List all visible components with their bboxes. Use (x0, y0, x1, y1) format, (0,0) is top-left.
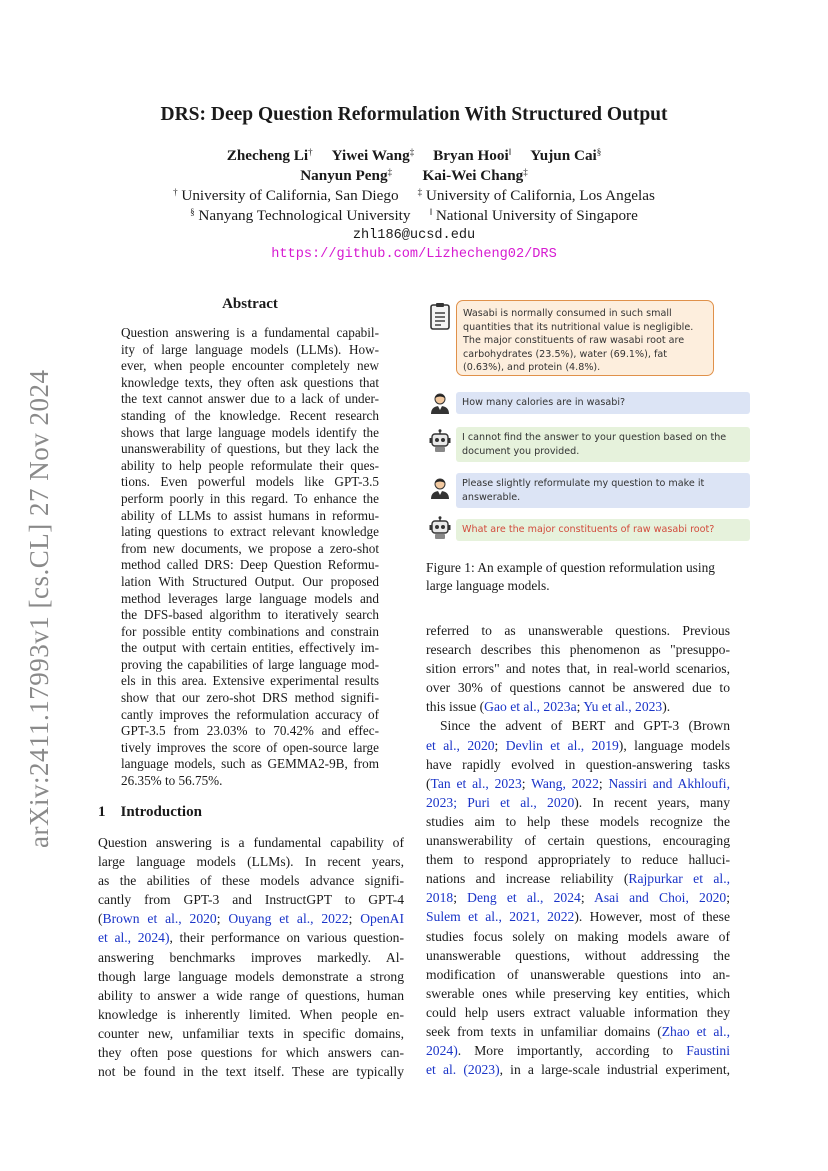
text-line: (Tan et al., 2023; Wang, 2022; Nassiri and Akhloufi, (426, 775, 730, 791)
author-line-2: Nanyun Peng‡ Kai-Wei Chang‡ (300, 167, 528, 184)
text-line: referred to as unanswerable questions. Previous (426, 623, 730, 638)
text-line: shows that large language models identify the (121, 424, 379, 440)
text-line: could help users extract valuable information they (426, 1004, 730, 1020)
paper-title: DRS: Deep Question Reformulation With Structured Output (160, 104, 668, 125)
figure-caption: Figure 1: An example of question reformulation using large language models. (426, 560, 715, 593)
text-line: et al., 2024), their performance on various question- (98, 930, 404, 946)
text-line: ity of large language models (LLMs). How- (121, 341, 379, 357)
text-line: 2018; Deng et al., 2024; Asai and Choi, 2020; (426, 890, 730, 906)
text-line: cantly from GPT-3 and InstructGPT to GPT-4 (98, 892, 404, 908)
robot-icon (428, 429, 452, 453)
section-heading: 1 Introduction (98, 804, 202, 820)
text-line: (Brown et al., 2020; Ouyang et al., 2022; OpenAI (98, 911, 404, 927)
bot-answer-1: I cannot find the answer to your question based on the document you provided. (456, 427, 750, 462)
text-line: knowledge texts, they often ask questions that (121, 374, 379, 390)
text-line: unanswerability of questions, but they lack the (121, 441, 379, 457)
text-line: perform poorly in this regard. To enhance the (121, 490, 379, 506)
affiliation-line-2: § Nanyang Technological University ‖ National University of Singapore (190, 207, 638, 224)
text-line: show that our zero-shot DRS method signifi- (121, 690, 379, 706)
text-line: unanswerability of certain questions, encouraging (426, 833, 730, 849)
right-column-text (426, 621, 730, 1079)
text-line: GPT-3.5 from 23.03% to 70.42% and effec- (121, 723, 379, 739)
text-line: the output with certain entities, effectively im- (121, 640, 379, 656)
text-line: Sulem et al., 2021, 2022). However, most of these (426, 909, 730, 925)
text-line: 26.35% to 56.75%. (121, 773, 223, 789)
text-line: as the abilities of these models advance signifi- (98, 873, 404, 889)
intro-paragraph (98, 833, 404, 1081)
bot-answer-2: What are the major constituents of raw wasabi root? (456, 519, 750, 541)
text-line: nations and increase reliability (Rajpurkar et al., (426, 871, 730, 887)
text-line: ability of LLMs to assist humans in reformu- (121, 507, 379, 523)
text-line: the DFS-based algorithm to iteratively search (121, 607, 379, 623)
text-line: 2024). More importantly, according to Faustini (426, 1043, 730, 1059)
email: zhl186@ucsd.edu (352, 228, 476, 243)
affiliation-line-1: † University of California, San Diego ‡ University of California, Los Angelas (173, 187, 655, 204)
text-line: for possible entity combinations and constrain (121, 623, 379, 639)
text-line: swerable ones while preserving key entities, which (426, 985, 730, 1001)
text-line: cantly improves the reformulation accuracy of (121, 706, 379, 722)
abstract-body (121, 325, 379, 790)
user-question-1: How many calories are in wasabi? (456, 392, 750, 414)
text-line: method leverages large language models and (121, 590, 379, 606)
text-line: not be found in the text itself. These are typically (98, 1064, 404, 1080)
text-line: method called DRS: Deep Question Reformu- (121, 557, 379, 573)
author-name: Zhecheng Li (226, 147, 309, 164)
author-line-1: Zhecheng Li† Yiwei Wang‡ Bryan Hooi‖ Yujun Cai§ (226, 147, 602, 164)
figure-1 (426, 296, 730, 546)
author-name: Nanyun Peng (300, 167, 388, 184)
github-link[interactable]: https://github.com/Lizhecheng02/DRS (271, 247, 557, 262)
text-line: over 30% of questions cannot be answered due to (426, 680, 730, 696)
user-icon (428, 391, 452, 415)
text-line: proving the capabilities of large language mod- (121, 656, 379, 672)
robot-icon (428, 516, 452, 540)
arxiv-stamp: arXiv:2411.17993v1 [cs.CL] 27 Nov 2024 (24, 369, 54, 848)
author-name: Bryan Hooi (433, 147, 509, 164)
author-name: Kai-Wei Chang (422, 167, 524, 184)
text-line: seek from texts in unfamiliar domains (Zhao et al., (426, 1023, 730, 1039)
text-line: have rapidly evolved in question-answering tasks (426, 756, 730, 772)
context-bubble: Wasabi is normally consumed in such small quantities that its nutritional value is negligible. The major constituents of raw wasabi root are carbohydrates (23.5%), water (69.1%), fat (0.63%), and protein (4.8%). (456, 300, 714, 376)
text-line: et al. (2023), in a large-scale industrial experiment, (426, 1062, 730, 1078)
text-line: standing of the knowledge. Recent research (121, 407, 379, 423)
text-line: studies focus solely on making models aware of (426, 928, 730, 944)
text-line: tively improves the score of open-source large (121, 739, 379, 755)
text-line: ability to answer a wide range of questions, human (98, 987, 404, 1003)
text-line: studies aim to help these models recognize the (426, 813, 730, 829)
text-line: knowledge is inherently limited. When people en- (98, 1006, 404, 1022)
text-line: language models, such as GEMMA2-9B, from (121, 756, 379, 772)
text-line: they often pose questions for which answers can- (98, 1045, 404, 1061)
text-line: lating questions to extract relevant knowledge (121, 524, 379, 540)
text-line: 2023; Puri et al., 2020). In recent years, many (426, 794, 730, 810)
text-line: lation With Structured Output. Our proposed (121, 573, 379, 589)
text-line: ever, when people encounter completely new (121, 358, 379, 374)
abstract-heading: Abstract (222, 296, 278, 312)
author-name: Yiwei Wang (331, 147, 410, 164)
text-line: large language models (LLMs). In recent years, (98, 854, 404, 870)
user-icon (428, 476, 452, 500)
text-line: ability to help people reformulate their ques- (121, 457, 379, 473)
document-icon (428, 302, 454, 332)
user-question-2: Please slightly reformulate my question to make it answerable. (456, 473, 750, 508)
text-line: Question answering is a fundamental capability of (98, 835, 404, 850)
text-line: sition errors" and notes that, in real-world scenarios, (426, 661, 730, 677)
text-line: Since the advent of BERT and GPT-3 (Brown (440, 718, 730, 734)
text-line: counter new, unfamiliar texts in specific domains, (98, 1025, 404, 1041)
text-line: research describes this phenomenon as "presuppo- (426, 642, 730, 658)
text-line: unanswerable questions, without addressing the (426, 947, 730, 963)
text-line: this issue (Gao et al., 2023a; Yu et al., 2023). (426, 699, 671, 715)
text-line: modification of unanswerable questions into an- (426, 966, 730, 982)
text-line: Question answering is a fundamental capabil- (121, 325, 379, 340)
text-line: els in this area. Extensive experimental results (121, 673, 379, 689)
text-line: though large language models demonstrate a strong (98, 968, 404, 984)
text-line: from new documents, we propose a zero-shot (121, 540, 379, 556)
text-line: the text cannot answer due to a lack of under- (121, 391, 379, 407)
text-line: tions. Even powerful models like GPT-3.5 (121, 474, 379, 490)
author-name: Yujun Cai (530, 147, 597, 164)
text-line: answering benchmarks improves markedly. Al- (98, 949, 404, 965)
text-line: et al., 2020; Devlin et al., 2019), language models (426, 737, 730, 753)
text-line: them to respond appropriately to reduce halluci- (426, 852, 730, 868)
